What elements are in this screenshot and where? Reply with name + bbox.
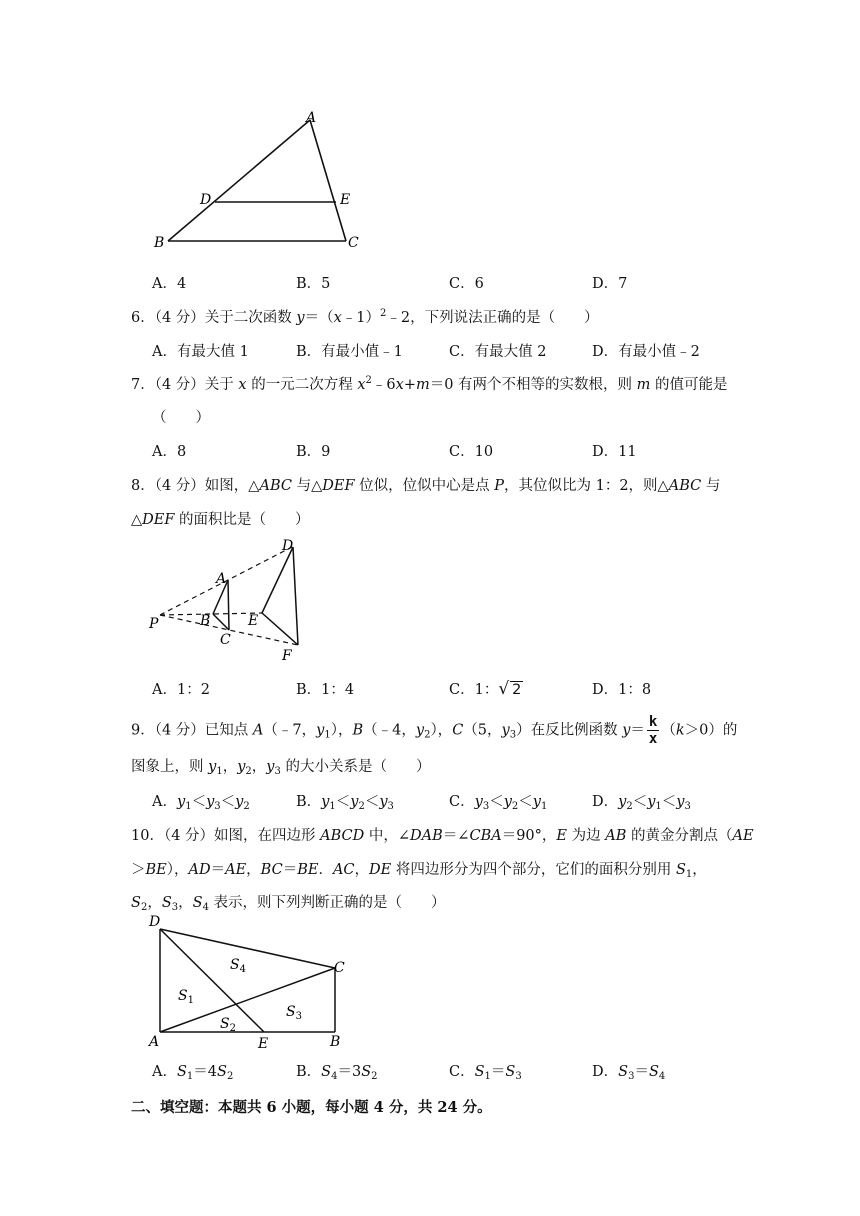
label-C: C xyxy=(348,235,359,251)
label-E: E xyxy=(258,1036,269,1052)
label-S3: $S_3$ xyxy=(286,1004,302,1022)
q8-stem-line2: △DEF 的面积比是（ ） xyxy=(131,512,310,528)
q8-option-a: A．1：2 xyxy=(152,682,210,698)
q10-option-b: B．$S_4=3S_2$ xyxy=(296,1064,378,1082)
label-S1: $S_1$ xyxy=(178,988,194,1006)
q6-option-b: B．有最小值﹣1 xyxy=(296,344,403,360)
q7-stem: 7．（4 分）关于 x 的一元二次方程 $x^2﹣6x+m=0$ 有两个不相等的实数根，则 m 的值可能是 xyxy=(131,375,728,393)
label-E: E xyxy=(340,192,351,208)
label-A: A xyxy=(306,110,317,126)
label-D: D xyxy=(282,538,294,554)
label-B: B xyxy=(330,1034,341,1050)
q5-option-d: D．7 xyxy=(592,276,628,292)
q9-stem-line1: 9．（4 分）已知点 A（﹣7，$y_1$），B（﹣4，$y_2$），C（5，$y_3$）在反比例函数 y＝ $\frac{k}{x}$ （k＞0）的 xyxy=(131,714,738,747)
q9-option-a: A．$y_1<y_3<y_2$ xyxy=(152,794,250,812)
label-D: D xyxy=(200,192,212,208)
label-C: C xyxy=(220,632,231,648)
label-B: B xyxy=(154,235,165,251)
q6-option-a: A．有最大值 1 xyxy=(152,344,249,360)
q9-option-c: C．$y_3<y_2<y_1$ xyxy=(449,794,548,812)
quadrilateral-abcd-figure xyxy=(140,912,360,1052)
q7-blank: （ ） xyxy=(152,410,210,426)
q7-option-d: D．11 xyxy=(592,444,637,460)
label-E: E xyxy=(248,613,259,629)
q5-option-c: C．6 xyxy=(449,276,484,292)
q6-stem: 6．（4 分）关于二次函数 y＝（x﹣1）$^2$﹣2，下列说法正确的是（ ） xyxy=(131,308,599,326)
q6-option-c: C．有最大值 2 xyxy=(449,344,547,360)
q10-option-c: C．$S_1=S_3$ xyxy=(449,1064,522,1082)
fraction-k-over-x: $\frac{k}{x}$ xyxy=(648,714,658,747)
label-P: P xyxy=(149,616,159,632)
q9-option-d: D．$y_2<y_1<y_3$ xyxy=(592,794,691,812)
q10-option-a: A．$S_1=4S_2$ xyxy=(152,1064,234,1082)
label-A: A xyxy=(216,571,227,587)
label-S2: $S_2$ xyxy=(220,1016,236,1034)
label-F: F xyxy=(282,648,292,664)
q6-option-d: D．有最小值﹣2 xyxy=(592,344,700,360)
label-A: A xyxy=(149,1034,160,1050)
q8-stem-line1: 8．（4 分）如图，△ABC 与△DEF 位似，位似中心是点 P，其位似比为 1：2，则△ABC 与 xyxy=(131,478,721,494)
q9-stem-line2: 图象上，则 $y_1$，$y_2$，$y_3$ 的大小关系是（ ） xyxy=(131,759,431,777)
q10-stem-line1: 10．（4 分）如图，在四边形 ABCD 中，∠DAB＝∠CBA＝90°，E 为边 AB 的黄金分割点（AE xyxy=(131,828,754,844)
label-D: D xyxy=(149,914,161,930)
triangle-abc-figure xyxy=(150,105,380,255)
section-heading-fill-in: 二、填空题：本题共 6 小题，每小题 4 分，共 24 分。 xyxy=(131,1099,492,1116)
label-S4: $S_4$ xyxy=(230,957,246,975)
label-B: B xyxy=(200,613,211,629)
q10-stem-line2: ＞BE），AD＝AE，BC＝BE．AC，DE 将四边形分为四个部分，它们的面积分别用 $S_1$， xyxy=(131,862,707,880)
q10-option-d: D．$S_3=S_4$ xyxy=(592,1064,666,1082)
q8-option-d: D．1：8 xyxy=(592,682,652,698)
q7-option-b: B．9 xyxy=(296,444,331,460)
q9-option-b: B．$y_1<y_2<y_3$ xyxy=(296,794,394,812)
q7-option-c: C．10 xyxy=(449,444,494,460)
q10-stem-line3: $S_2$，$S_3$，$S_4$ 表示，则下列判断正确的是（ ） xyxy=(131,895,446,913)
homothety-figure xyxy=(140,535,320,665)
q5-option-b: B．5 xyxy=(296,276,331,292)
q7-option-a: A．8 xyxy=(152,444,187,460)
q8-option-b: B．1：4 xyxy=(296,682,355,698)
label-C: C xyxy=(334,960,345,976)
q8-option-c: C．1：√ 2 xyxy=(449,679,522,699)
q5-option-a: A．4 xyxy=(152,276,187,292)
